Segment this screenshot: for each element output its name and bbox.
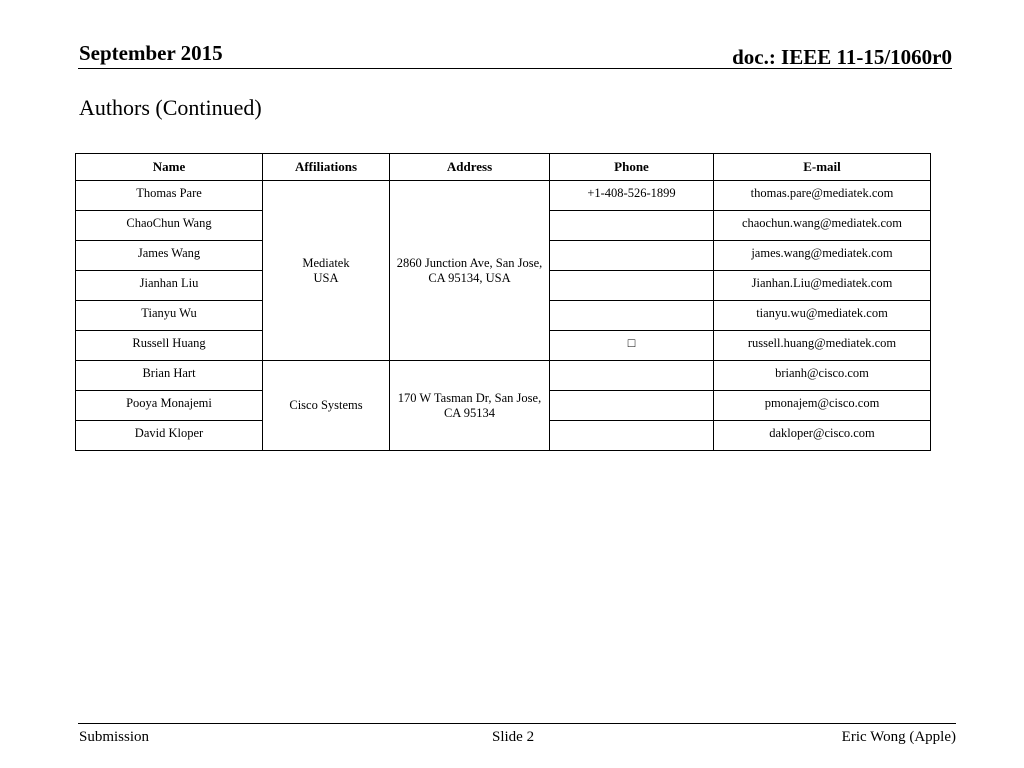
header-date: September 2015 <box>79 41 223 65</box>
author-email: tianyu.wu@mediatek.com <box>714 301 931 331</box>
column-header-email: E-mail <box>714 154 931 181</box>
author-email: dakloper@cisco.com <box>714 421 931 451</box>
author-phone <box>550 271 714 301</box>
slide-title: Authors (Continued) <box>79 95 262 120</box>
header-divider <box>78 68 952 69</box>
table-row <box>76 181 931 211</box>
column-header-phone: Phone <box>550 154 714 181</box>
author-email: pmonajem@cisco.com <box>714 391 931 421</box>
author-phone <box>550 421 714 451</box>
author-phone <box>550 391 714 421</box>
affiliation-cell <box>263 181 390 361</box>
header-doc-id: doc.: IEEE 11-15/1060r0 <box>732 45 952 69</box>
author-phone: □ <box>550 331 714 361</box>
author-email: chaochun.wang@mediatek.com <box>714 211 931 241</box>
author-phone <box>550 301 714 331</box>
author-phone <box>550 361 714 391</box>
footer-author: Eric Wong (Apple) <box>841 729 956 745</box>
column-header-affiliations: Affiliations <box>263 154 390 181</box>
author-email: thomas.pare@mediatek.com <box>714 181 931 211</box>
author-name: ChaoChun Wang <box>76 211 263 241</box>
author-name: Jianhan Liu <box>76 271 263 301</box>
footer-slide-number: Slide 2 <box>492 729 535 745</box>
author-phone <box>550 211 714 241</box>
column-header-address: Address <box>390 154 550 181</box>
footer-divider <box>78 723 956 724</box>
author-name: Thomas Pare <box>76 181 263 211</box>
author-email: Jianhan.Liu@mediatek.com <box>714 271 931 301</box>
affiliation-cell: Cisco Systems <box>263 361 390 451</box>
table-row <box>76 361 931 391</box>
author-name: Tianyu Wu <box>76 301 263 331</box>
author-email: james.wang@mediatek.com <box>714 241 931 271</box>
affiliation-line: USA <box>313 270 339 285</box>
footer-submission: Submission <box>79 729 150 745</box>
column-header-name: Name <box>76 154 263 181</box>
author-phone: +1-408-526-1899 <box>550 181 714 211</box>
author-email: russell.huang@mediatek.com <box>714 331 931 361</box>
author-name: Brian Hart <box>76 361 263 391</box>
affiliation-line: Mediatek <box>302 255 350 270</box>
author-name: David Kloper <box>76 421 263 451</box>
authors-table <box>75 153 931 451</box>
author-name: Pooya Monajemi <box>76 391 263 421</box>
table-header-row <box>76 154 931 181</box>
author-name: Russell Huang <box>76 331 263 361</box>
address-cell: 170 W Tasman Dr, San Jose, CA 95134 <box>390 361 550 451</box>
author-email: brianh@cisco.com <box>714 361 931 391</box>
author-name: James Wang <box>76 241 263 271</box>
address-cell: 2860 Junction Ave, San Jose, CA 95134, USA <box>390 181 550 361</box>
author-phone <box>550 241 714 271</box>
